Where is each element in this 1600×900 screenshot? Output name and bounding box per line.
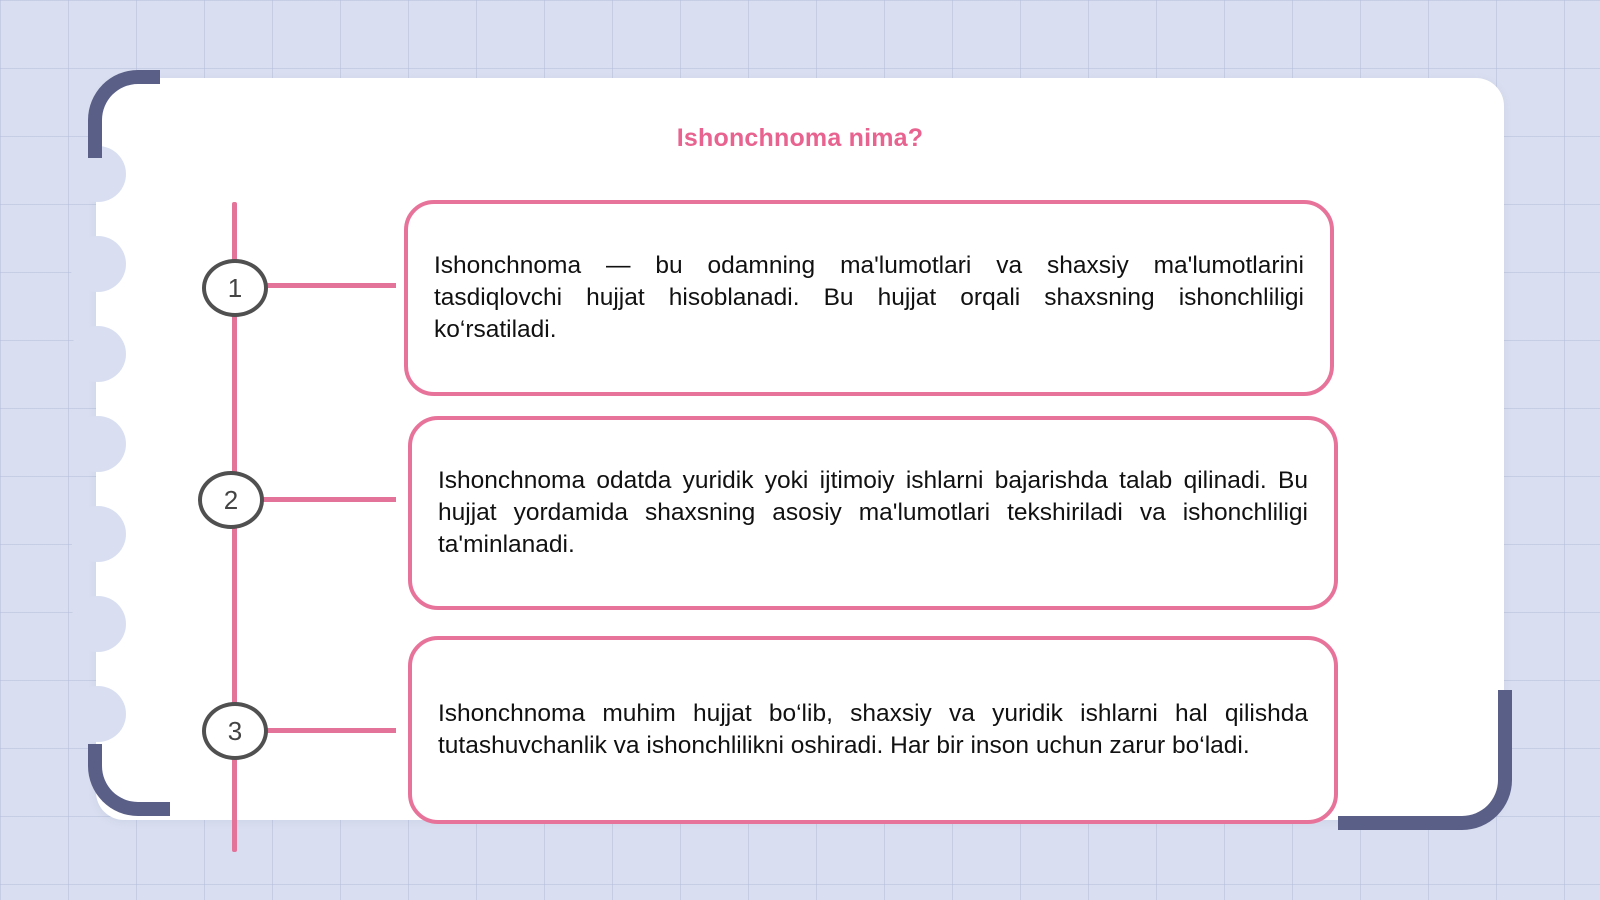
info-card-2 bbox=[408, 416, 1338, 610]
paper-notch bbox=[70, 686, 126, 742]
step-number-1: 1 bbox=[202, 259, 268, 317]
paper-notch bbox=[70, 506, 126, 562]
timeline-connector-2 bbox=[262, 497, 396, 502]
timeline-connector-1 bbox=[262, 283, 396, 288]
info-card-text: Ishonchnoma muhim hujjat bo‘lib, shaxsiy va yuridik ishlarni hal qilishda tutashuvchanlik va ishonchlilikni oshiradi. Har bir inson uchun zarur bo‘ladi. bbox=[438, 700, 1308, 759]
paper-notch bbox=[70, 236, 126, 292]
step-number-3: 3 bbox=[202, 702, 268, 760]
slide-title: Ishonchnoma nima? bbox=[676, 124, 924, 152]
info-card-text: Ishonchnoma — bu odamning ma'lumotlari va shaxsiy ma'lumotlarini tasdiqlovchi hujjat hisoblanadi. Bu hujjat orqali shaxsning ishonchliligi ko‘rsatiladi. bbox=[434, 252, 1304, 343]
info-card-3 bbox=[408, 636, 1338, 824]
paper-notch bbox=[70, 596, 126, 652]
info-card-text: Ishonchnoma odatda yuridik yoki ijtimoiy ishlarni bajarishda talab qilinadi. Bu hujjat yordamida shaxsning asosiy ma'lumotlari tekshiriladi va ishonchliligi ta'minlanadi. bbox=[438, 467, 1308, 558]
paper-notch bbox=[70, 326, 126, 382]
info-card-1 bbox=[404, 200, 1334, 396]
timeline-connector-3 bbox=[262, 728, 396, 733]
frame-corner-bottom-right bbox=[1338, 690, 1512, 830]
step-number-2: 2 bbox=[198, 471, 264, 529]
paper-notch bbox=[70, 416, 126, 472]
